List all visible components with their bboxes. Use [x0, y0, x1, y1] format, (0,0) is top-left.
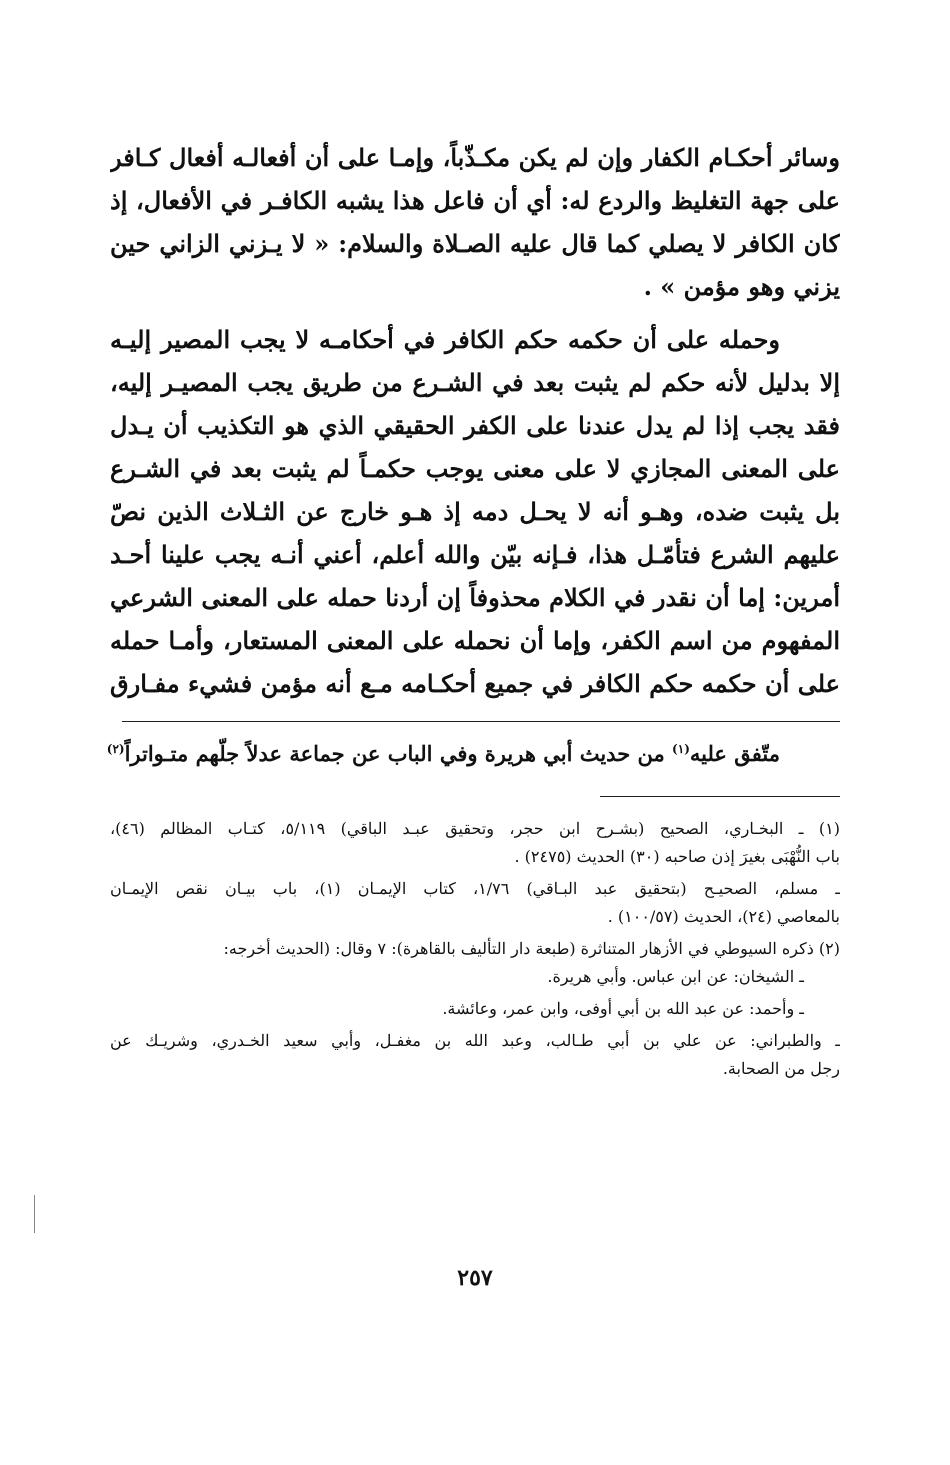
- text-line: على المعنى المجازي لا على معنى يوجب حكمـاً لم يثبت بعد في الشـرع: [110, 454, 840, 483]
- footnote-ref-2[interactable]: (٢): [106, 742, 125, 756]
- page-number: ٢٥٧: [457, 1265, 493, 1291]
- footnote-line: ـ والطبراني: عن علي بن أبي طـالب، وعبد الله بن مغفـل، وأبي سعيد الخـدري، وشريـك عن: [110, 1031, 840, 1050]
- hadith-note-start: متّفق عليه: [689, 741, 780, 766]
- scan-edge-mark: [34, 1195, 35, 1233]
- footnote-line: رجل من الصحابة.: [722, 1059, 840, 1078]
- text-line: بل يثبت ضده، وهـو أنه لا يحـل دمه إذ هـو خارج عن الثـلاث الذين نصّ: [110, 497, 840, 526]
- footnote-line: باب النُّهْبَى بغيرَ إذن صاحبه (٣٠) الحديث (٢٤٧٥) .: [514, 847, 840, 866]
- footnote-2: [110, 935, 840, 963]
- text-line: وحمله على أن حكمه حكم الكافر في أحكامـه لا يجب المصير إليـه: [110, 325, 780, 354]
- footnote-2-sub-1: [110, 963, 840, 991]
- hadith-note-middle: من حديث أبي هريرة وفي الباب عن جماعة عدلاً جلّهم متـواتراً: [124, 741, 673, 766]
- text-line: كان الكافر لا يصلي كما قال عليه الصـلاة والسلام: « لا يـزني الزاني حين: [110, 229, 840, 258]
- paragraph-2: [110, 318, 840, 705]
- footnote-line: ـ الشيخان: عن ابن عباس. وأبي هريرة.: [547, 967, 804, 986]
- text-line: عليهم الشرع فتأمّـل هذا، فـإنه بيّن والله أعلم، أعني أنـه يجب علينا أحـد: [110, 540, 840, 569]
- text-line: على جهة التغليظ والردع له: أي أن فاعل هذا يشبه الكافـر في الأفعال، إذ: [110, 186, 840, 215]
- text-line: على أن حكمه حكم الكافر في جميع أحكـامه مـع أنه مؤمن فشيء مفـارق: [110, 669, 840, 698]
- footnote-line: ـ وأحمد: عن عبد الله بن أبي أوفى، وابن عمر، وعائشة.: [442, 999, 804, 1018]
- footnote-1a: [110, 815, 840, 871]
- text-line: المفهوم من اسم الكفر، وإما أن نحمله على المعنى المستعار، وأمـا حمله: [110, 626, 840, 655]
- footnote-line: ـ مسلم، الصحيـح (بتحقيق عبد البـاقي) ١/٧٦، كتاب الإيمـان (١)، باب بيـان نقص الإيمـان: [110, 879, 840, 898]
- footnote-line: (١) ـ البخـاري، الصحيح (بشـرح ابن حجر، وتحقيق عبـد الباقي) ٥/١١٩، كتـاب المظالم (٤٦)،: [110, 819, 840, 838]
- text-line: فقد يجب إذا لم يدل عندنا على الكفر الحقيقي الذي هو التكذيب أن يـدل: [110, 411, 840, 440]
- footnote-ref-1[interactable]: (١): [672, 742, 690, 756]
- footnotes: [110, 815, 840, 1083]
- text-line: أمرين: إما أن نقدر في الكلام محذوفاً إن أردنا حمله على المعنى الشرعي: [110, 583, 840, 612]
- footnote-line: بالمعاصي (٢٤)، الحديث (١٠٠/٥٧) .: [607, 907, 840, 926]
- book-page: [106, 136, 840, 1083]
- text-line: وسائر أحكـام الكفار وإن لم يكن مكـذّباً، وإمـا على أن أفعالـه أفعال كـافر: [110, 143, 840, 172]
- footnote-1b: [110, 875, 840, 931]
- paragraph-1: [110, 136, 840, 308]
- footnote-2-sub-2: [110, 995, 840, 1023]
- footnote-line: (٢) ذكره السيوطي في الأزهار المتناثرة (طبعة دار التأليف بالقاهرة): ٧ وقال: (الحديث أخرجه:: [223, 939, 840, 958]
- text-line: إلا بدليل لأنه حكم لم يثبت بعد في الشـرع من طريق يجب المصيـر إليه،: [110, 368, 840, 397]
- main-text: [110, 136, 840, 705]
- footnote-divider: [600, 796, 840, 797]
- section-divider: [122, 721, 840, 722]
- hadith-note: [106, 736, 840, 772]
- footnote-2-sub-3: [110, 1027, 840, 1083]
- text-line: يزني وهو مؤمن » .: [643, 272, 840, 301]
